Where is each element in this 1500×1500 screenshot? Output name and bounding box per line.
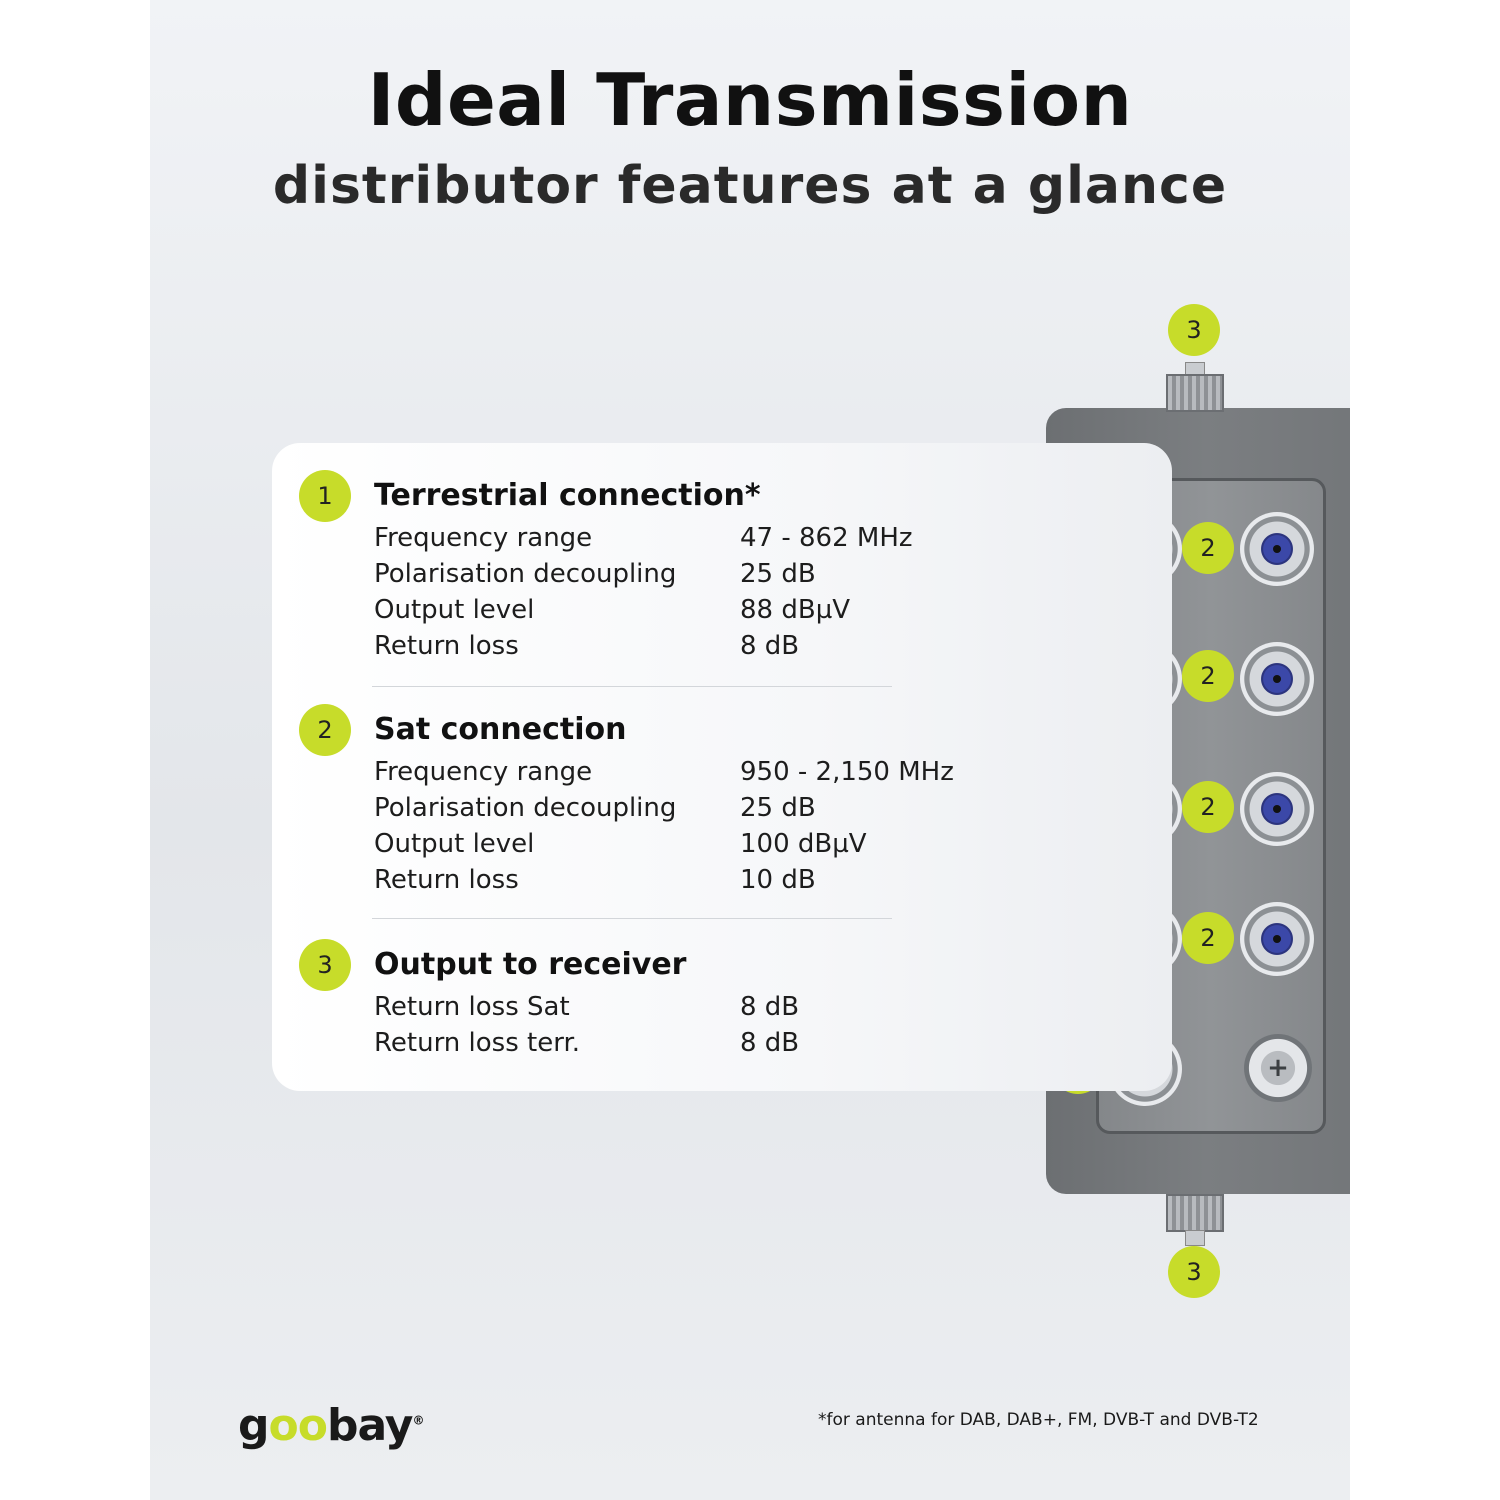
badge-top-output: 3 bbox=[1168, 304, 1220, 356]
spec-label: Return loss Sat bbox=[374, 992, 570, 1022]
top-output-connector bbox=[1166, 374, 1224, 412]
spec-label: Return loss bbox=[374, 631, 519, 661]
spec-label: Polarisation decoupling bbox=[374, 793, 677, 823]
connector-pin bbox=[1185, 1230, 1205, 1246]
sat-input-connector bbox=[1240, 512, 1314, 586]
spec-value: 8 dB bbox=[740, 631, 800, 661]
spec-label: Return loss bbox=[374, 865, 519, 895]
spec-label: Return loss terr. bbox=[374, 1028, 581, 1058]
spec-label: Frequency range bbox=[374, 757, 593, 787]
spec-label: Output level bbox=[374, 829, 535, 859]
page-title: Ideal Transmission bbox=[367, 58, 1133, 142]
section-divider bbox=[372, 686, 892, 687]
badge-sat: 2 bbox=[1182, 650, 1234, 702]
logo-letters: bay bbox=[326, 1400, 413, 1451]
section-badge: 3 bbox=[299, 939, 351, 991]
spec-label: Frequency range bbox=[374, 523, 593, 553]
spec-value: 25 dB bbox=[740, 793, 816, 823]
spec-value: 950 - 2,150 MHz bbox=[740, 757, 954, 787]
logo-letter: g bbox=[238, 1400, 269, 1451]
spec-card bbox=[272, 443, 1172, 1091]
footnote: *for antenna for DAB, DAB+, FM, DVB-T and DVB-T2 bbox=[818, 1410, 1259, 1430]
spec-value: 47 - 862 MHz bbox=[740, 523, 913, 553]
goobay-logo bbox=[238, 1400, 423, 1451]
section-title: Output to receiver bbox=[374, 947, 687, 982]
registered-mark: ® bbox=[412, 1413, 424, 1428]
badge-sat: 2 bbox=[1182, 781, 1234, 833]
section-title: Terrestrial connection* bbox=[374, 478, 761, 513]
spec-value: 100 dBµV bbox=[740, 829, 867, 859]
spec-value: 10 dB bbox=[740, 865, 816, 895]
section-divider bbox=[372, 918, 892, 919]
section-badge: 1 bbox=[299, 470, 351, 522]
page-subtitle: distributor features at a glance bbox=[272, 156, 1228, 216]
badge-sat: 2 bbox=[1182, 912, 1234, 964]
sat-input-connector bbox=[1240, 772, 1314, 846]
spec-value: 8 dB bbox=[740, 992, 800, 1022]
logo-accent: oo bbox=[268, 1400, 327, 1451]
spec-value: 8 dB bbox=[740, 1028, 800, 1058]
ground-screw bbox=[1244, 1034, 1312, 1102]
infographic bbox=[150, 0, 1350, 1500]
spec-value: 88 dBµV bbox=[740, 595, 851, 625]
spec-label: Output level bbox=[374, 595, 535, 625]
badge-sat: 2 bbox=[1182, 522, 1234, 574]
screw-cross-icon: + bbox=[1267, 1053, 1289, 1083]
sat-input-connector bbox=[1240, 642, 1314, 716]
section-title: Sat connection bbox=[374, 712, 627, 747]
spec-label: Polarisation decoupling bbox=[374, 559, 677, 589]
sat-input-connector bbox=[1240, 902, 1314, 976]
section-badge: 2 bbox=[299, 704, 351, 756]
bottom-output-connector bbox=[1166, 1194, 1224, 1232]
spec-value: 25 dB bbox=[740, 559, 816, 589]
badge-bottom-output: 3 bbox=[1168, 1246, 1220, 1298]
